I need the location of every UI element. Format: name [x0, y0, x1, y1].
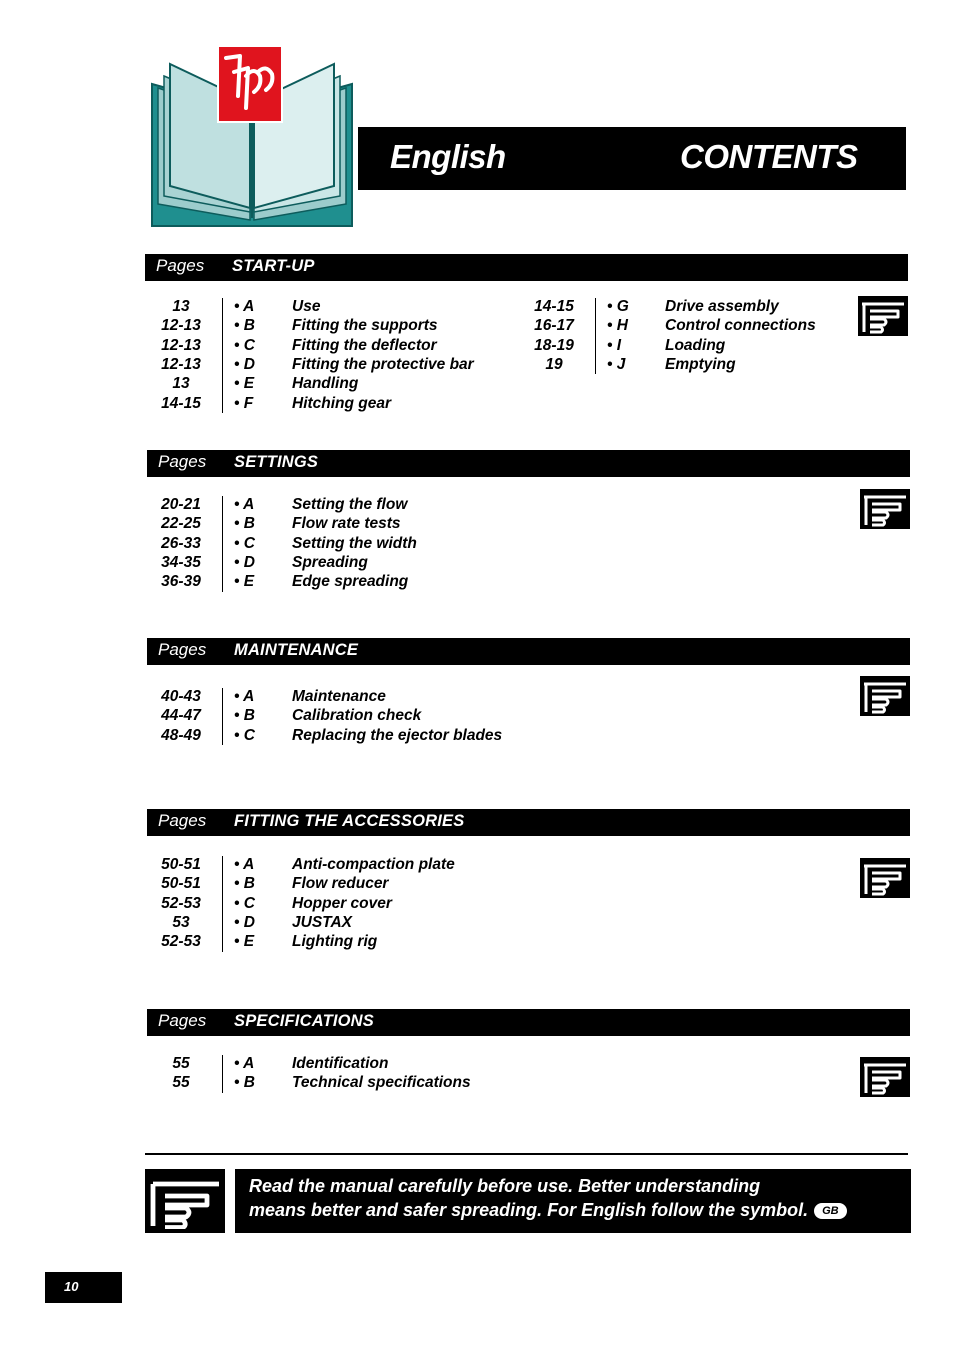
section-header [145, 254, 908, 281]
pointing-hand-icon [860, 489, 910, 529]
pointing-hand-icon [858, 296, 908, 336]
entry-pages: 13 [172, 298, 190, 315]
entry-label: Use [292, 298, 321, 315]
column-divider [222, 688, 223, 745]
page-number: 10 [64, 1279, 79, 1294]
section-title: SPECIFICATIONS [234, 1012, 375, 1030]
entry-letter: • C [234, 726, 255, 744]
page-title: CONTENTS [680, 138, 858, 175]
entry-label: Emptying [665, 355, 736, 373]
column-divider [595, 298, 596, 374]
entry-letter: • B [234, 875, 255, 893]
entry-letter: • E [234, 375, 255, 393]
entry-pages: 44-47 [161, 707, 201, 725]
pointing-hand-icon [860, 676, 910, 716]
entry-label: Setting the flow [292, 496, 408, 513]
entry-pages: 34-35 [161, 553, 201, 571]
entry-letter: • G [607, 298, 629, 315]
entry-pages: 14-15 [534, 298, 574, 315]
entry-label: Calibration check [292, 707, 422, 725]
entry-letter: • I [607, 336, 622, 354]
entry-letter: • D [234, 913, 255, 931]
entry-pages: 52-53 [161, 933, 201, 951]
entry-label: Control connections [665, 317, 816, 335]
entry-pages: 14-15 [161, 394, 201, 412]
entry-pages: 52-53 [161, 894, 201, 912]
gb-badge: GB [814, 1203, 847, 1219]
divider-rule [145, 1153, 908, 1155]
entry-letter: • A [234, 298, 255, 315]
section-title: MAINTENANCE [234, 641, 359, 659]
entry-label: Fitting the protective bar [292, 355, 474, 373]
entry-label: Identification [292, 1055, 389, 1072]
entry-pages: 19 [545, 355, 563, 373]
entry-label: Hitching gear [292, 394, 392, 412]
section-pages-label: Pages [158, 811, 207, 830]
entry-pages: 12-13 [161, 336, 201, 354]
section-pages-label: Pages [158, 452, 207, 471]
entry-letter: • B [234, 707, 255, 725]
entry-letter: • J [607, 355, 626, 373]
entry-label: Lighting rig [292, 933, 378, 951]
entry-label: Drive assembly [665, 298, 779, 315]
entry-pages: 12-13 [161, 355, 201, 373]
section-header [147, 809, 910, 836]
entry-label: Fitting the deflector [292, 336, 437, 354]
section-pages-label: Pages [158, 640, 207, 659]
column-divider [222, 1055, 223, 1093]
entry-label: Handling [292, 375, 359, 393]
entry-pages: 18-19 [534, 336, 574, 354]
entry-label: Edge spreading [292, 573, 409, 591]
entry-label: Loading [665, 336, 726, 354]
entry-letter: • A [234, 856, 255, 873]
entry-label: Hopper cover [292, 894, 392, 912]
entry-label: Technical specifications [292, 1074, 471, 1092]
language-title: English [390, 138, 506, 175]
entry-pages: 16-17 [534, 317, 574, 335]
note-hand-box [145, 1169, 225, 1233]
entry-label: Fitting the supports [292, 317, 438, 335]
entry-letter: • E [234, 573, 255, 591]
entry-letter: • B [234, 1074, 255, 1092]
safety-note [235, 1169, 911, 1233]
entry-pages: 12-13 [161, 317, 201, 335]
entry-pages: 50-51 [161, 875, 201, 893]
entry-letter: • A [234, 1055, 255, 1072]
pointing-hand-icon [860, 858, 910, 898]
pointing-hand-icon [148, 1175, 224, 1229]
entry-letter: • A [234, 688, 255, 705]
column-divider [222, 856, 223, 952]
entry-pages: 13 [172, 375, 190, 393]
entry-pages: 36-39 [161, 573, 201, 591]
page-number-box [45, 1272, 122, 1303]
section-header [147, 450, 910, 477]
section-pages-label: Pages [158, 1011, 207, 1030]
pointing-hand-icon [860, 1057, 910, 1097]
note-line-1: Read the manual carefully before use. Better understanding [249, 1176, 761, 1196]
column-divider [222, 496, 223, 592]
note-line-2 [249, 1198, 847, 1222]
entry-letter: • C [234, 894, 255, 912]
entry-letter: • C [234, 534, 255, 552]
section-title: SETTINGS [234, 453, 319, 471]
entry-label: JUSTAX [292, 913, 353, 931]
entry-pages: 22-25 [161, 515, 201, 533]
column-divider [222, 298, 223, 413]
entry-label: Anti-compaction plate [292, 856, 455, 873]
entry-label: Flow rate tests [292, 515, 401, 533]
note-line-2-text: means better and safer spreading. For English follow the symbol. [249, 1200, 809, 1220]
entry-letter: • D [234, 553, 255, 571]
section-title: START-UP [232, 257, 315, 275]
entry-pages: 55 [172, 1055, 190, 1072]
entry-pages: 26-33 [161, 534, 201, 552]
entry-letter: • C [234, 336, 255, 354]
entry-pages: 48-49 [161, 726, 201, 744]
entry-label: Flow reducer [292, 875, 389, 893]
entry-label: Replacing the ejector blades [292, 726, 503, 744]
entry-pages: 40-43 [161, 688, 201, 705]
entry-letter: • B [234, 317, 255, 335]
entry-label: Spreading [292, 553, 368, 571]
entry-label: Maintenance [292, 688, 386, 705]
entry-label: Setting the width [292, 534, 417, 552]
entry-pages: 53 [172, 913, 190, 931]
open-book-logo-icon [150, 46, 356, 233]
section-header [147, 638, 910, 665]
entry-pages: 55 [172, 1074, 190, 1092]
entry-letter: • F [234, 394, 254, 412]
entry-letter: • B [234, 515, 255, 533]
section-header [147, 1009, 910, 1036]
entry-pages: 50-51 [161, 856, 201, 873]
entry-letter: • H [607, 317, 628, 335]
entry-letter: • D [234, 355, 255, 373]
entry-pages: 20-21 [161, 496, 201, 513]
section-pages-label: Pages [156, 256, 205, 275]
entry-letter: • E [234, 933, 255, 951]
section-title: FITTING THE ACCESSORIES [234, 812, 465, 830]
entry-letter: • A [234, 496, 255, 513]
